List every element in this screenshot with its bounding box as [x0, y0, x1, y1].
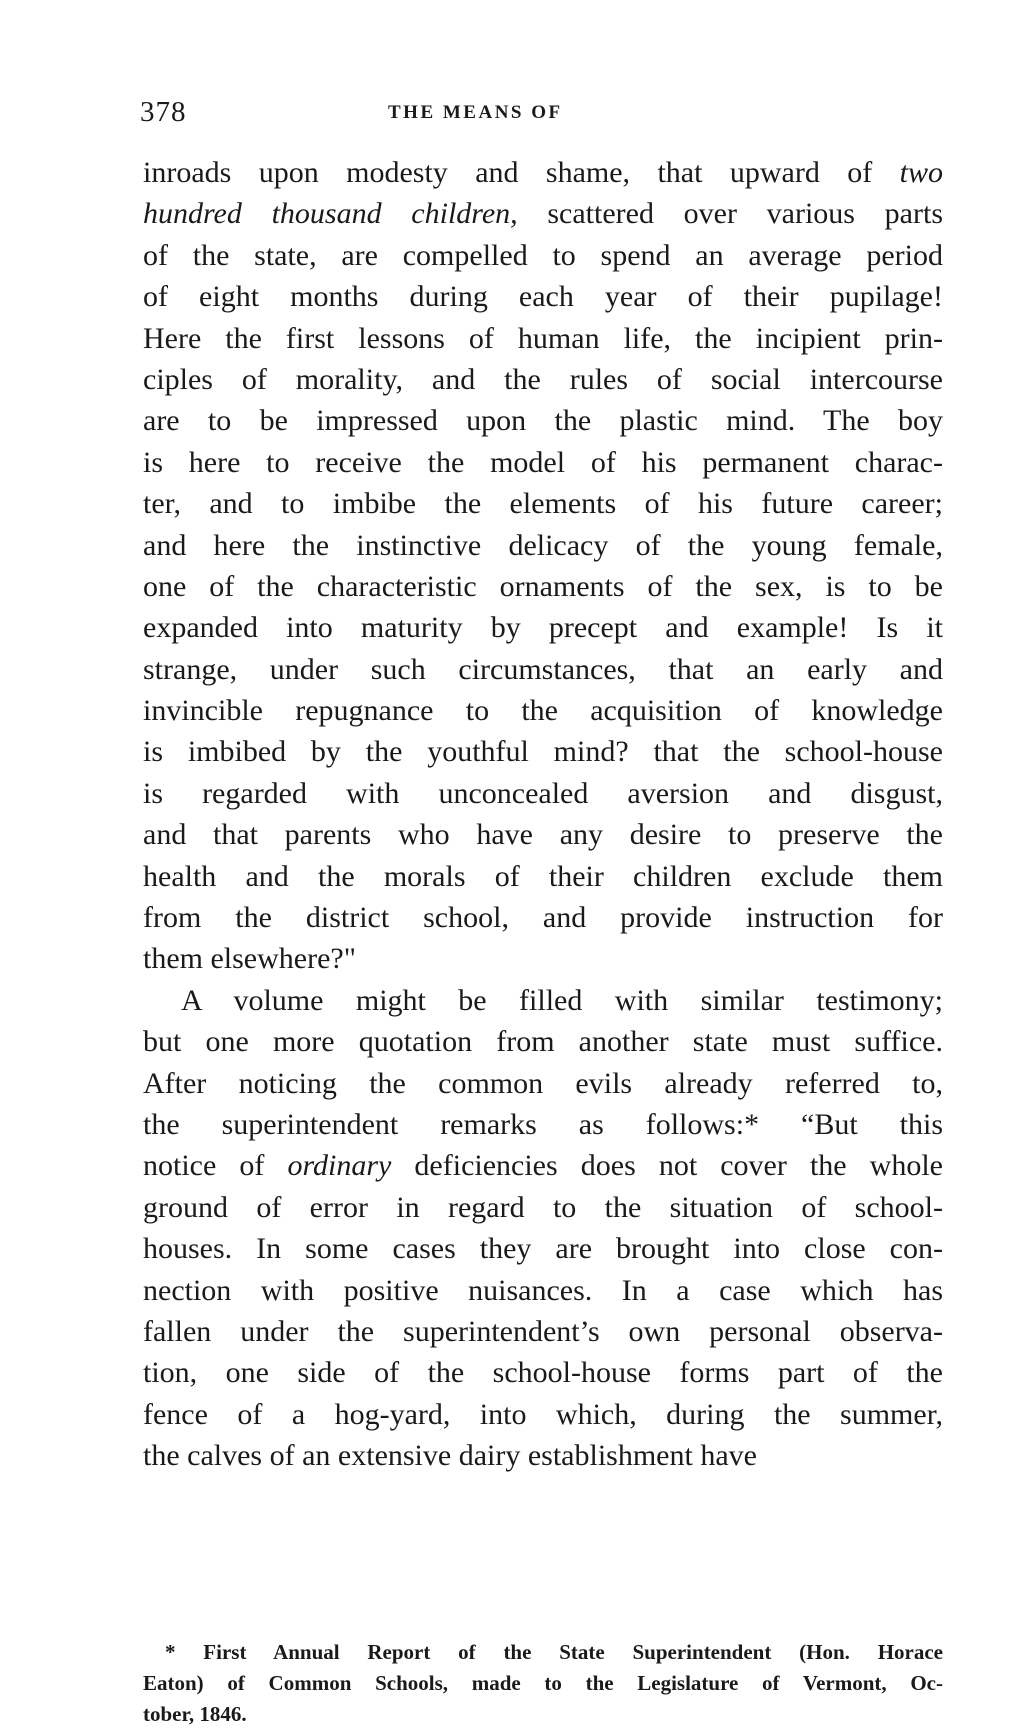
italic-phrase: two [899, 156, 943, 189]
text-line: invincible repugnance to the acquisition of knowledge [143, 694, 943, 728]
text-line: but one more quotation from another state must suffice. [143, 1025, 943, 1059]
text-line: the superintendent remarks as follows:* “But this [143, 1107, 943, 1141]
text-line: ciples of morality, and the rules of social intercourse [143, 362, 943, 396]
text-line: is here to receive the model of his permanent charac- [143, 445, 943, 479]
text-line: one of the characteristic ornaments of the sex, is to be [143, 569, 943, 603]
text-line: are to be impressed upon the plastic mind. The boy [143, 404, 943, 438]
text-line: fence of a hog-yard, into which, during the summer, [143, 1397, 943, 1431]
text-line: the calves of an extensive dairy establishment have [143, 1439, 757, 1473]
text-line: fallen under the superintendent’s own personal observa- [143, 1314, 943, 1348]
text-line: is regarded with unconcealed aversion and disgust, [143, 776, 943, 810]
text-line: A volume might be filled with similar testimony; [181, 983, 943, 1017]
text-line: ter, and to imbibe the elements of his future career; [143, 487, 943, 521]
text-line: expanded into maturity by precept and example! Is it [143, 611, 943, 645]
text-line: inroads upon modesty and shame, that upward of two [143, 156, 943, 189]
text-line: from the district school, and provide instruction for [143, 901, 943, 935]
italic-phrase: hundred thousand children, [143, 197, 518, 231]
text-line: is imbibed by the youthful mind? that the school-house [143, 735, 943, 769]
text-line: of the state, are compelled to spend an average period [143, 238, 943, 272]
text-line: strange, under such circumstances, that an early and [143, 652, 943, 686]
text-line: health and the morals of their children exclude them [143, 859, 943, 893]
running-title: THE MEANS OF [388, 102, 563, 123]
italic-phrase: ordinary [287, 1149, 392, 1183]
text-line: ground of error in regard to the situation of school- [143, 1190, 943, 1224]
text-line: After noticing the common evils already referred to, [143, 1066, 943, 1100]
body-text [143, 152, 943, 1477]
footnote [143, 1637, 943, 1730]
footnote-line: tober, 1846. [143, 1702, 247, 1726]
text-line: hundred thousand children, scattered over various parts [143, 197, 943, 231]
page-number: 378 [140, 96, 187, 128]
footnote-line: * First Annual Report of the State Superintendent (Hon. Horace [165, 1640, 943, 1664]
text-line: them elsewhere?" [143, 942, 356, 976]
text-line: houses. In some cases they are brought into close con- [143, 1232, 943, 1266]
text-line: and that parents who have any desire to preserve the [143, 818, 943, 852]
text-line: nection with positive nuisances. In a case which has [143, 1273, 943, 1307]
text-line: and here the instinctive delicacy of the young female, [143, 528, 943, 562]
text-line: Here the first lessons of human life, the incipient prin- [143, 321, 943, 355]
text-line: of eight months during each year of their pupilage! [143, 280, 943, 314]
text-line: notice of ordinary deficiencies does not cover the whole [143, 1149, 943, 1183]
text-line: tion, one side of the school-house forms part of the [143, 1356, 943, 1390]
footnote-line: Eaton) of Common Schools, made to the Legislature of Vermont, Oc- [143, 1671, 943, 1695]
